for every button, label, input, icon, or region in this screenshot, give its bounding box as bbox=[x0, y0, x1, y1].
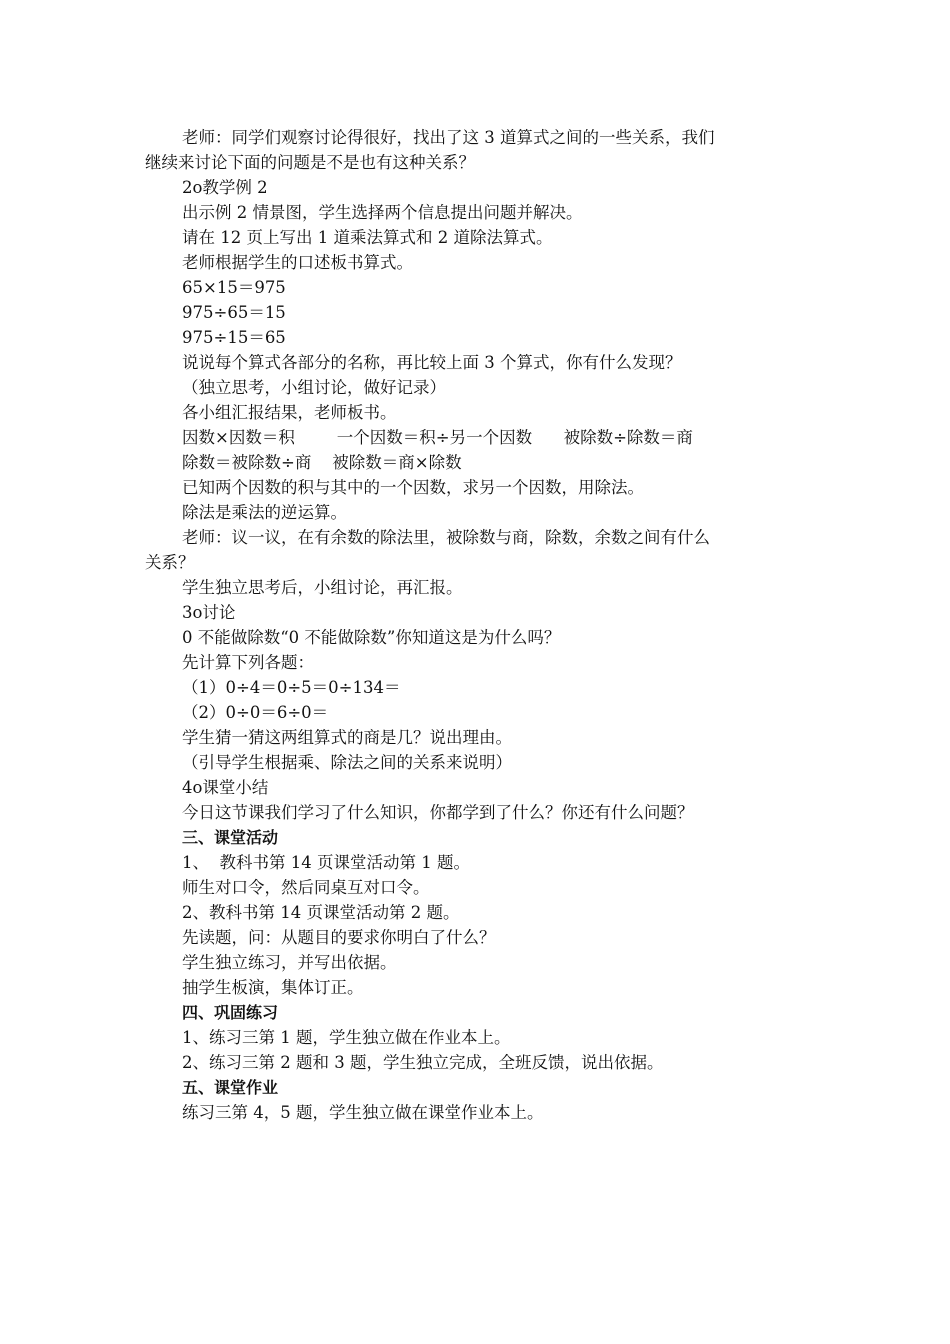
text-line: 已知两个因数的积与其中的一个因数，求另一个因数，用除法。 bbox=[182, 478, 644, 497]
text-line: 出示例 2 情景图，学生选择两个信息提出问题并解决。 bbox=[182, 203, 583, 222]
text-line: 1、练习三第 1 题，学生独立做在作业本上。 bbox=[182, 1028, 511, 1047]
text-line: 老师：同学们观察讨论得很好，找出了这 3 道算式之间的一些关系，我们 bbox=[182, 128, 715, 147]
text-line: 老师：议一议，在有余数的除法里，被除数与商，除数，余数之间有什么 bbox=[182, 528, 710, 547]
text-line: 关系？ bbox=[145, 553, 195, 572]
section-heading: 四、巩固练习 bbox=[182, 1003, 279, 1022]
text-line: （2）0÷0＝6÷0＝ bbox=[182, 703, 329, 722]
text-line: 师生对口令，然后同桌互对口令。 bbox=[182, 878, 430, 897]
text-line: （独立思考，小组讨论，做好记录） bbox=[182, 378, 446, 397]
text-line: 抽学生板演，集体订正。 bbox=[182, 978, 364, 997]
text-line: 继续来讨论下面的问题是不是也有这种关系？ bbox=[145, 153, 475, 172]
text-line: 练习三第 4，5 题，学生独立做在课堂作业本上。 bbox=[182, 1103, 544, 1122]
text-line: 4o课堂小结 bbox=[182, 778, 269, 797]
text-line: 除法是乘法的逆运算。 bbox=[182, 503, 347, 522]
text-line: 0 不能做除数“0 不能做除数”你知道这是为什么吗？ bbox=[182, 628, 561, 647]
text-line: 65×15＝975 bbox=[182, 278, 286, 297]
text-line: 2、练习三第 2 题和 3 题，学生独立完成，全班反馈，说出依据。 bbox=[182, 1053, 664, 1072]
text-line: 学生独立思考后，小组讨论，再汇报。 bbox=[182, 578, 463, 597]
text-line: 学生猜一猜这两组算式的商是几？说出理由。 bbox=[182, 728, 512, 747]
text-line: 除数＝被除数÷商 被除数＝商×除数 bbox=[182, 453, 462, 472]
text-line: 2、教科书第 14 页课堂活动第 2 题。 bbox=[182, 903, 460, 922]
text-line: 先计算下列各题： bbox=[182, 653, 314, 672]
section-heading: 五、课堂作业 bbox=[182, 1078, 279, 1097]
text-line: 975÷15＝65 bbox=[182, 328, 286, 347]
text-line: 975÷65＝15 bbox=[182, 303, 286, 322]
text-line: 1、 教科书第 14 页课堂活动第 1 题。 bbox=[182, 853, 470, 872]
text-line: 因数×因数＝积 一个因数＝积÷另一个因数 被除数÷除数＝商 bbox=[182, 428, 693, 447]
text-line: 请在 12 页上写出 1 道乘法算式和 2 道除法算式。 bbox=[182, 228, 553, 247]
text-line: 2o教学例 2 bbox=[182, 178, 268, 197]
section-heading: 三、课堂活动 bbox=[182, 828, 279, 847]
text-line: 今日这节课我们学习了什么知识，你都学到了什么？你还有什么问题？ bbox=[182, 803, 694, 822]
text-line: 老师根据学生的口述板书算式。 bbox=[182, 253, 413, 272]
text-line: 3o讨论 bbox=[182, 603, 236, 622]
text-line: （引导学生根据乘、除法之间的关系来说明） bbox=[182, 753, 512, 772]
text-line: 各小组汇报结果，老师板书。 bbox=[182, 403, 397, 422]
text-line: （1）0÷4＝0÷5＝0÷134＝ bbox=[182, 678, 401, 697]
text-line: 先读题，问：从题目的要求你明白了什么？ bbox=[182, 928, 496, 947]
text-line: 说说每个算式各部分的名称，再比较上面 3 个算式，你有什么发现？ bbox=[182, 353, 682, 372]
document-body bbox=[145, 125, 805, 1125]
text-line: 学生独立练习，并写出依据。 bbox=[182, 953, 397, 972]
